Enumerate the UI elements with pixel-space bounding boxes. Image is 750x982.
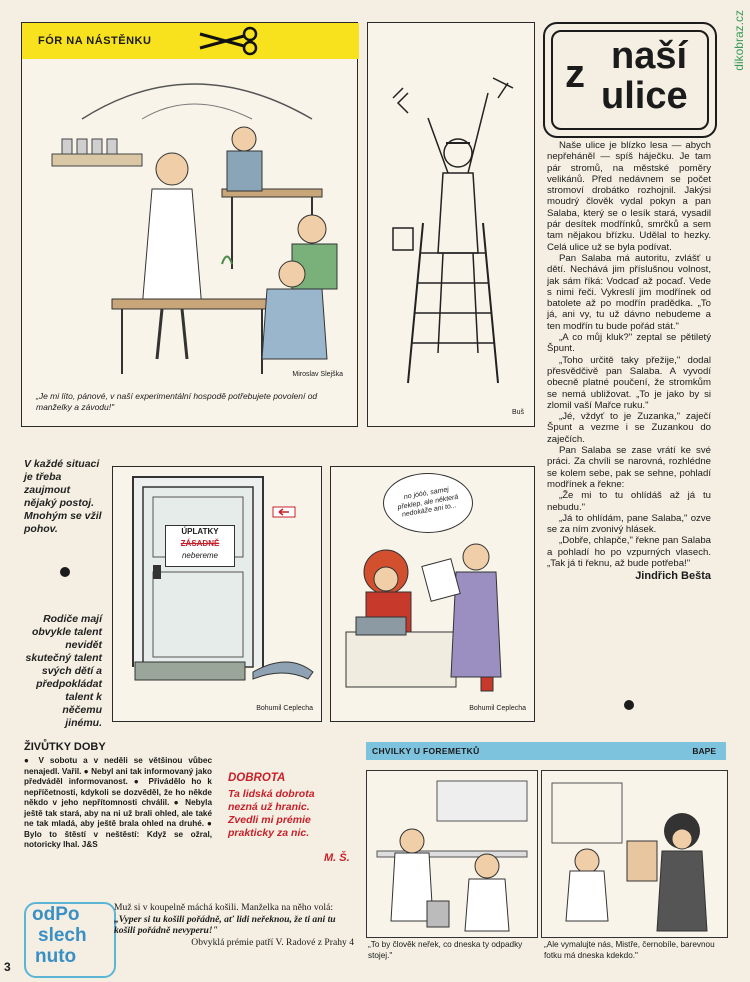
cartoon-door: [112, 466, 322, 722]
column-title-ulice: ulice: [601, 75, 688, 117]
odposlechnuto-logo: [24, 902, 116, 978]
watermark: dikobraz.cz: [732, 10, 746, 71]
chvilky-panel-right: [541, 770, 728, 938]
door-sign-line1: ÚPLATKY: [181, 527, 219, 536]
office-illustration: [331, 527, 534, 697]
dobrota-author: M. Š.: [324, 852, 350, 864]
column-title-nasi: naší: [611, 35, 688, 77]
chvilky-caption-right: „Ale vymalujte nás, Mistře, černobíle, barevnou fotku má dneska kdekdo.": [544, 940, 715, 960]
top-banner-label: FÓR NA NÁSTĚNKU: [38, 35, 152, 47]
scissors-icon: [192, 26, 262, 56]
chvilky-left-illustration: [367, 771, 537, 937]
column-paragraph: Pan Salaba má autoritu, zvlášť u dětí. Nechává jim příslušnou volnost, jak sám říká: Vodcaď až pocaď. Vede s nimi řeči. Vykreslí jim modřínek od batolete až po modřín pradědka. „To já, ani vy, tu už dávno nebudeme a ten modřín tu bude pořád stát.": [547, 252, 711, 332]
painter-illustration: [368, 23, 534, 403]
column-paragraph: „Já to ohlídám, pane Salaba," ozve se za ním zvonivý hlásek.: [547, 512, 711, 536]
chvilky-title: CHVILKY U FOREMETKŮ: [372, 746, 480, 756]
cartoon-hospoda: [21, 22, 358, 427]
chvilky-right-illustration: [542, 771, 727, 937]
column-paragraph: „Že mi to tu ohlídáš až já tu nebudu.": [547, 490, 711, 513]
odposlechnuto-logo-line: odPo: [32, 904, 80, 925]
side-note-2: Rodiče mají obvykle talent nevidět skutečný talent svých dětí a předpokládat talent k něčemu jinému.: [25, 613, 102, 729]
odposlechnuto-logo-line: nuto: [35, 946, 77, 967]
door-sign: [165, 525, 235, 567]
odposlechnuto-intro: Muž si v koupelně máchá košili. Manželka na něho volá:: [114, 902, 333, 913]
odposlechnuto-logo-line: slech: [38, 925, 87, 946]
column-paragraph: „Jé, vždyť to je Zuzanka," zaječí Špunt a vezme i se Zuzankou do zaječích.: [547, 411, 711, 445]
dobrota-line: prakticky za nic.: [228, 827, 310, 839]
speech-bubble-text: no jóóó, samej překlep, ale některá nedokáže ani to...: [396, 486, 459, 519]
dobrota-poem: [228, 788, 315, 840]
column-body: [547, 140, 711, 583]
cartoon-painter: [367, 22, 535, 427]
chvilky-caption-left: „To by člověk neřek, co dneska ty odpadky stojej.": [368, 940, 523, 960]
column-paragraph: „Toho určitě taky přežije," dodal přesvědčivě pan Salaba. A vyvodí obecně platné poučení, že stromkům se nemá ubližovat. „To je jako by si zlomil vaší Mařce ruku.": [547, 354, 711, 411]
odposlechnuto-text: [114, 902, 354, 948]
dobrota-line: Zvedli mi prémie: [228, 814, 311, 826]
page-number: 3: [4, 960, 11, 974]
chvilky-author: BAPE: [692, 746, 716, 756]
column-paragraph: Naše ulice je blízko lesa — abych nepřeháněl — spíš háječku. Je tam pár stromů, na městské poměry velikánů. Před nedávnem se počet stromoví drobátko rozhojnil. Jakýsi moudrý člověk vydal pokyn a pan Salaba, který se o lesík stará, vysadil pár desítek modřínků, smrčků a sem tam nějakou břízku. Udělal to hezky. Celá ulice už se byla podívat.: [547, 140, 711, 253]
side-note-1: V každé situaci je třeba zaujmout nějaký postoj. Mnohým se vžil pohov.: [24, 458, 102, 535]
column-title-box: [543, 22, 717, 138]
door-sign-line2: ZÁSADNĚ: [180, 539, 220, 548]
zivutky-title: ŽIVŮTKY DOBY: [24, 741, 106, 753]
zivutky-text: ● V sobotu a v neděli se většinou vůbec nenajedl. Vařil. ● Nebyl ani tak informovaný jako předváděl informovanost. ● Přivádělo ho k nepříčetnosti, kdykoli se dozvěděl, že ho někde někdo v jeho nepřítomnosti chválil. ● Nebyla ještě tak stará, aby na ni už brali ohled, ale také ne tak mladá, aby ještě brala ohled na druhé. ● Bylo to štěstí v neštěstí: Když se ožral, notoricky lhal. J&S: [24, 756, 212, 849]
door-illustration: [113, 467, 321, 697]
chvilky-panel-left: [366, 770, 538, 938]
hospoda-illustration: [22, 59, 357, 379]
top-banner: [22, 23, 359, 59]
dobrota-line: nezná už hranic.: [228, 801, 310, 813]
column-paragraph: Pan Salaba se zase vrátí ke své práci. Za chvíli se narovná, rozhlédne se kolem sebe, pak se sehne, pohladí modřínek a řekne:: [547, 445, 711, 490]
side-note-dot: [60, 567, 70, 577]
cartoon1-author: Miroslav Slejška: [292, 371, 343, 378]
odposlechnuto-quote: „Vyper si tu košili pořádně, ať lidi neřeknou, že ti ani tu košili pořádně nevyperu!": [114, 913, 336, 936]
dobrota-line: Ta lidská dobrota: [228, 788, 315, 800]
speech-bubble: [383, 473, 473, 533]
cartoon2-author: Buš: [511, 409, 524, 416]
door-sign-line3: nebereme: [181, 551, 219, 560]
column-end-dot: [624, 700, 634, 710]
cartoon4-author: Bohumil Ceplecha: [469, 705, 526, 712]
dobrota-title: DOBROTA: [228, 772, 286, 784]
column-author: Jindřich Bešta: [635, 570, 711, 583]
column-title-z: z: [565, 52, 585, 96]
odposlechnuto-credit: Obvyklá prémie patří V. Radové z Prahy 4: [191, 936, 354, 948]
cartoon1-caption: „Je mi líto, pánové, v naší experimentální hospodě potřebujete povolení od manželky a závodu!": [36, 391, 318, 412]
column-paragraph: „A co můj kluk?" zeptal se pětiletý Špunt.: [547, 332, 711, 355]
column-paragraph: „Dobře, chlapče," řekne pan Salaba a pohladí ho po vzpurných vlasech. „Tak já ti řeknu, až bude potřeba!": [547, 535, 711, 569]
cartoon3-author: Bohumil Ceplecha: [256, 705, 313, 712]
chvilky-bar: [366, 742, 726, 760]
cartoon-office: [330, 466, 535, 722]
